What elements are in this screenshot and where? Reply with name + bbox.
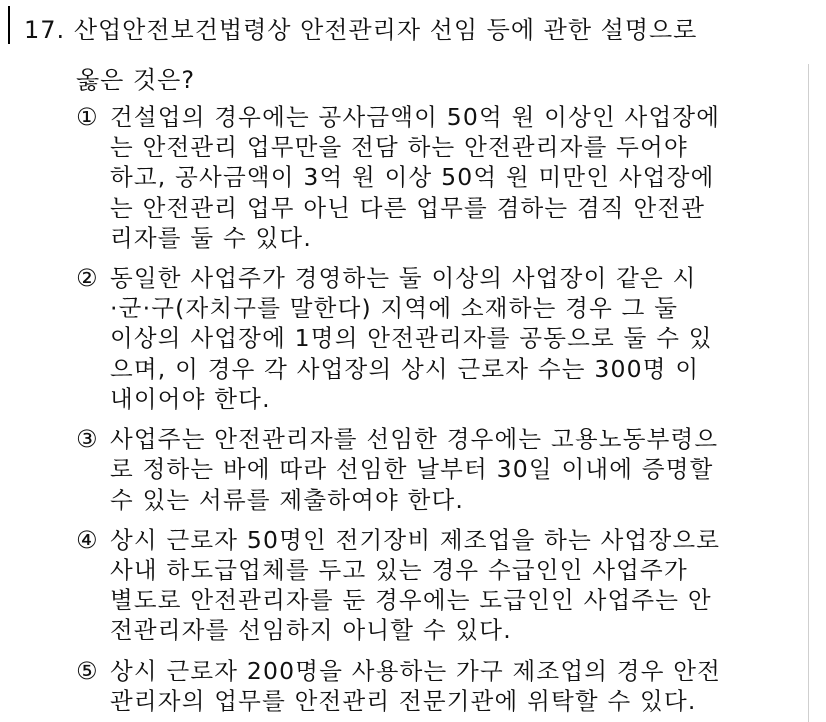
option-text — [110, 424, 800, 515]
option-line: 수 있는 서류를 제출하여야 한다. — [110, 485, 465, 514]
option-line: 상시 근로자 200명을 사용하는 가구 제조업의 경우 안전 — [110, 656, 722, 685]
option-marker: ③ — [76, 425, 98, 454]
option-line: 별도로 안전관리자를 둔 경우에는 도급인인 사업주는 안 — [110, 586, 712, 615]
option-text — [110, 656, 800, 716]
option-line: 건설업의 경우에는 공사금액이 50억 원 이상인 사업장에 — [110, 103, 721, 131]
option-line: 관리자의 업무를 안전관리 전문기관에 위탁할 수 있다. — [110, 686, 697, 715]
option-line: 전관리자를 선임하지 아니할 수 있다. — [110, 616, 512, 645]
left-margin-rule — [8, 6, 10, 44]
option-line: 하고, 공사금액이 3억 원 이상 50억 원 미만인 사업장에 — [110, 163, 715, 192]
option-text — [110, 525, 800, 646]
option-line: 리자를 둘 수 있다. — [110, 223, 312, 252]
option-line: 내이어야 한다. — [110, 384, 271, 413]
option-line: 으며, 이 경우 각 사업장의 상시 근로자 수는 300명 이 — [110, 354, 700, 383]
option-marker: ④ — [76, 525, 98, 554]
option-line: 사내 하도급업체를 두고 있는 경우 수급인인 사업주가 — [110, 555, 688, 584]
option-line: ·군·구(자치구를 말한다) 지역에 소재하는 경우 그 둘 — [110, 294, 679, 323]
option-line: 동일한 사업주가 경영하는 둘 이상의 사업장이 같은 시 — [110, 264, 697, 293]
option-line: 는 안전관리 업무 아닌 다른 업무를 겸하는 겸직 안전관 — [110, 193, 706, 222]
question-title-text: 산업안전보건법령상 안전관리자 선임 등에 관한 설명으로 — [73, 16, 698, 44]
right-column-rule — [808, 64, 809, 722]
option-line: 이상의 사업장에 1명의 안전관리자를 공동으로 둘 수 있 — [110, 324, 713, 353]
option-line: 상시 근로자 50명인 전기장비 제조업을 하는 사업장으로 — [110, 525, 721, 554]
option-marker: ① — [76, 103, 98, 131]
option-line: 로 정하는 바에 따라 선임한 날부터 30일 이내에 증명할 — [110, 455, 714, 484]
option-marker: ② — [76, 264, 98, 293]
option-marker: ⑤ — [76, 656, 98, 685]
question-number: 17. — [24, 16, 66, 44]
option-line: 사업주는 안전관리자를 선임한 경우에는 고용노동부령으 — [110, 425, 719, 454]
option-text — [110, 263, 800, 414]
option-line: 는 안전관리 업무만을 전담 하는 안전관리자를 두어야 — [110, 133, 688, 162]
option-text — [110, 102, 800, 253]
question-title-continuation: 옳은 것은? — [76, 66, 196, 94]
question-title — [24, 14, 804, 46]
